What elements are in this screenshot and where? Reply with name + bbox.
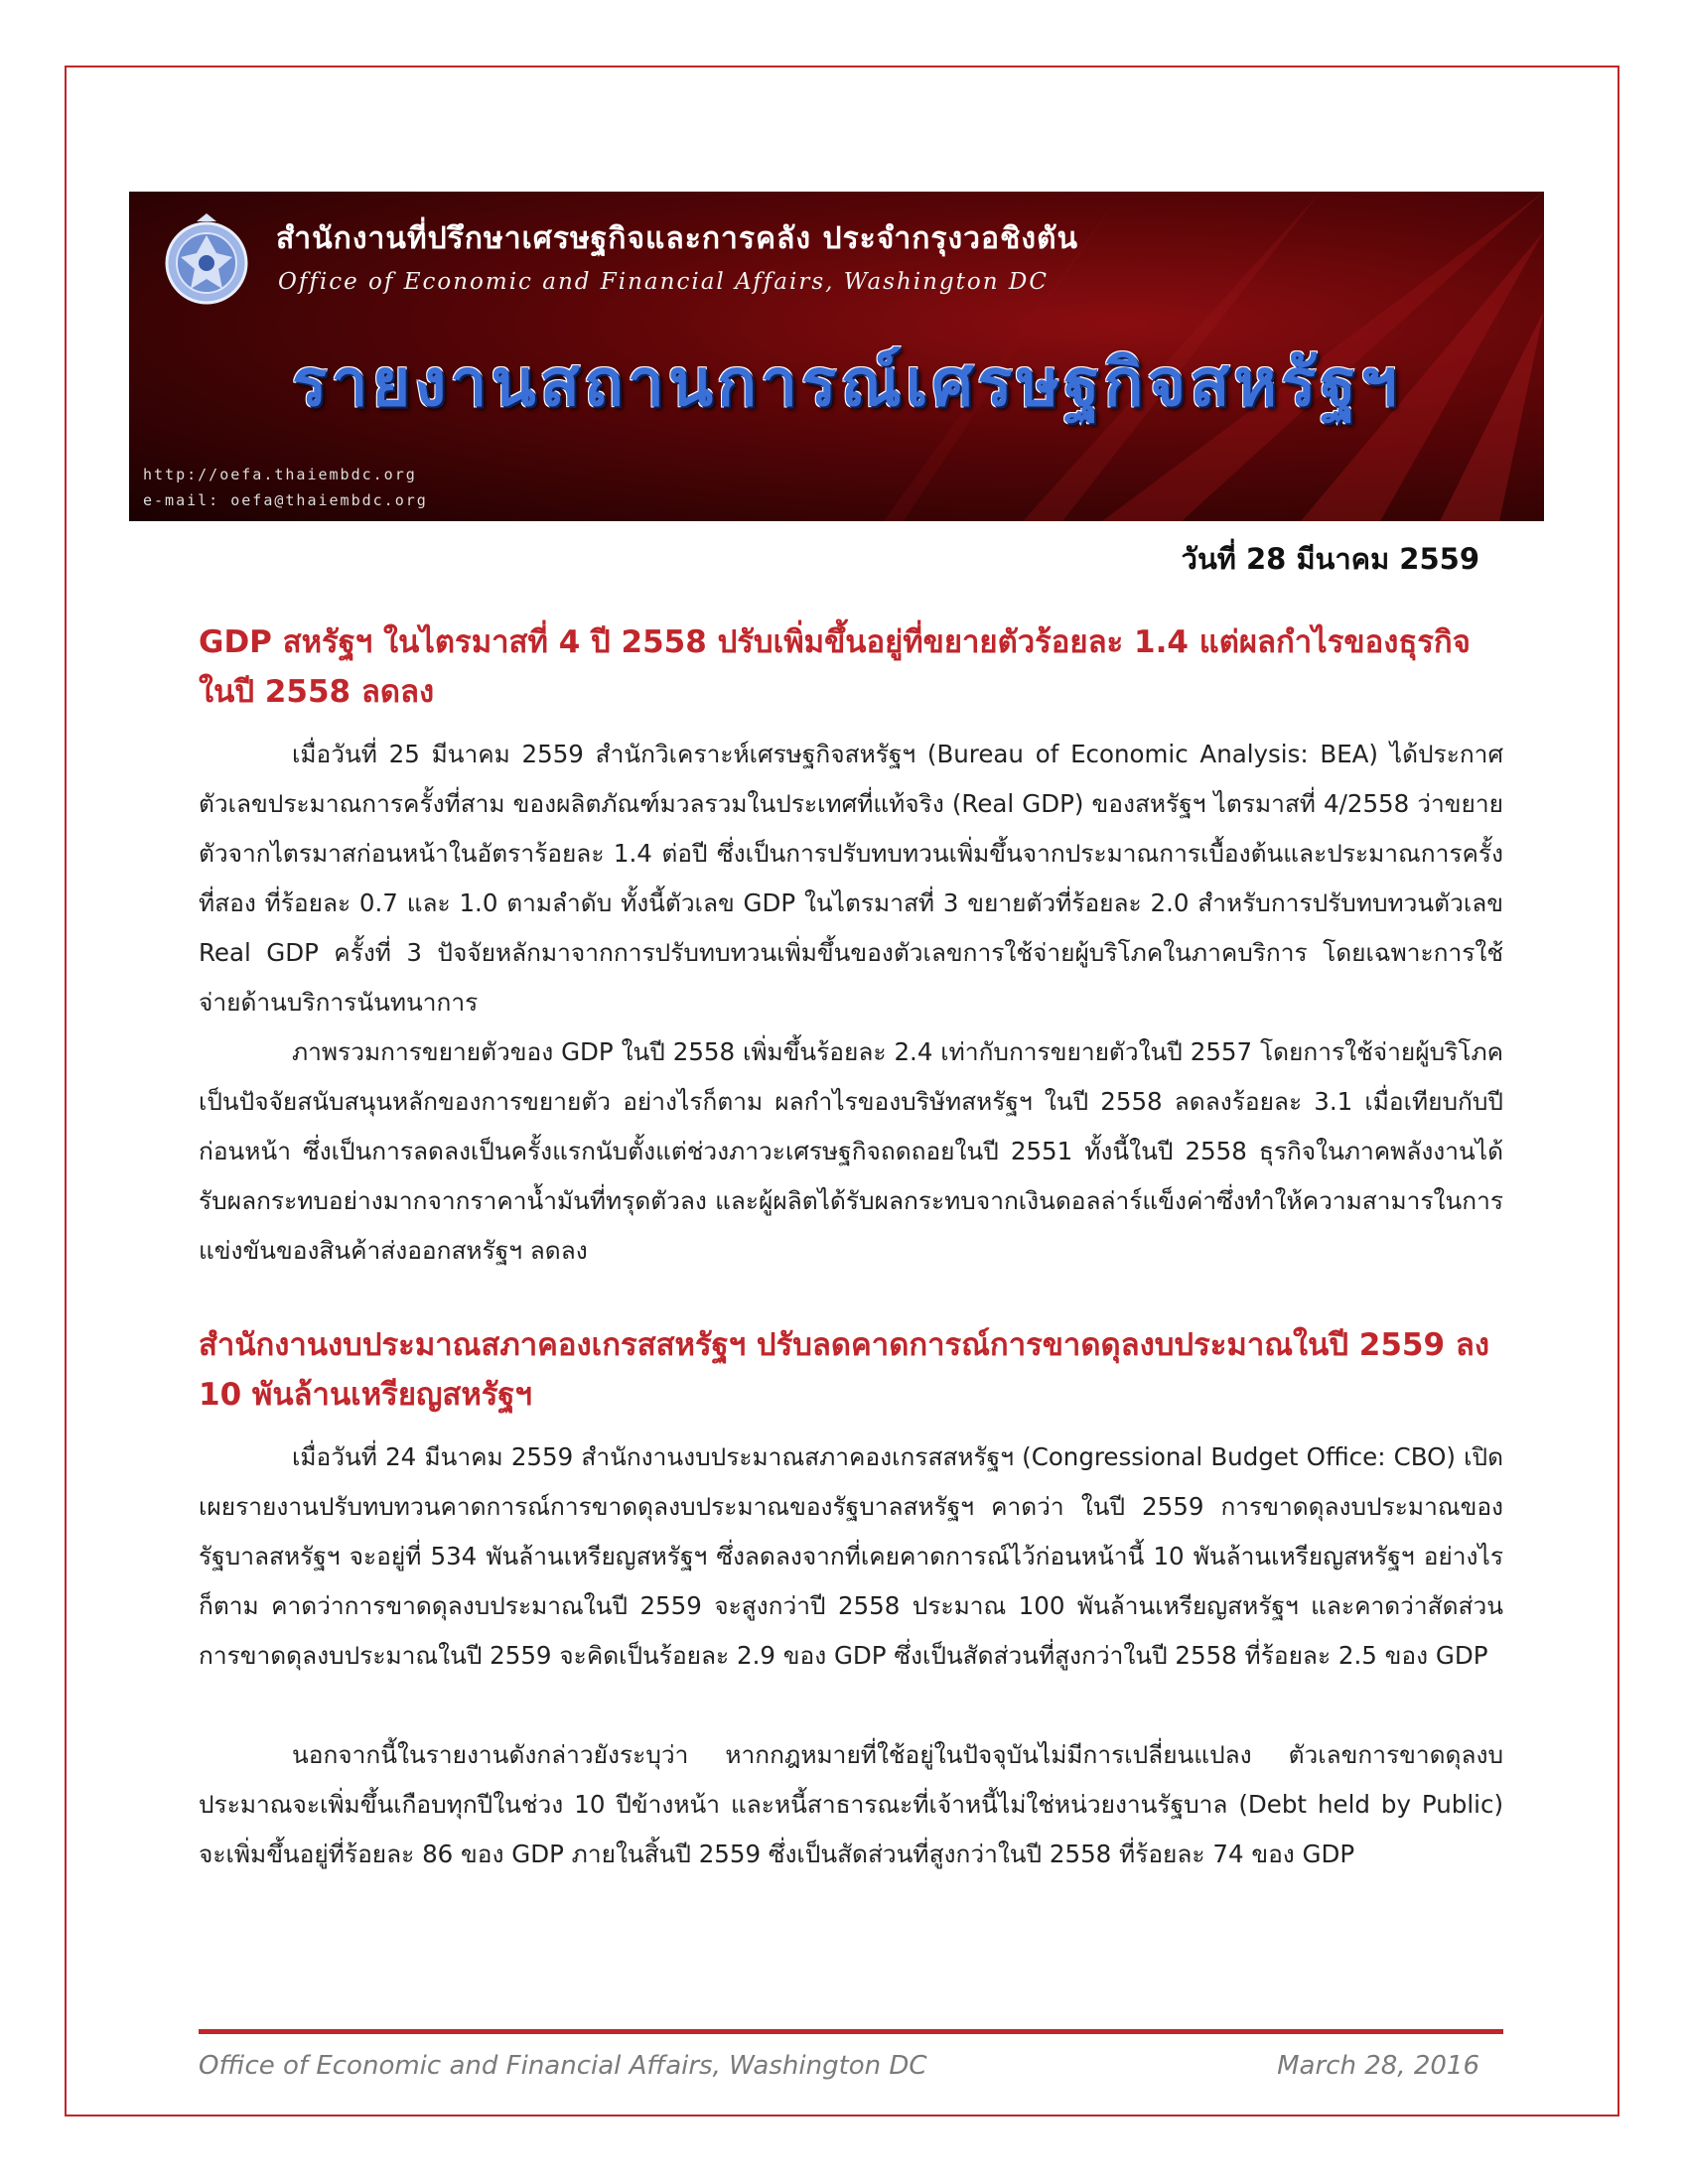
article-1-paragraph-2: ภาพรวมการขยายตัวของ GDP ในปี 2558 เพิ่มขึ้นร้อยละ 2.4 เท่ากับการขยายตัวในปี 2557 โดยการใช้จ่ายผู้บริโภคเป็นปัจจัยสนับสนุนหลักของการขยายตัว อย่างไรก็ตาม ผลกำไรของบริษัทสหรัฐฯ ในปี 2558 ลดลงร้อยละ 3.1 เมื่อเทียบกับปีก่อนหน้า ซึ่งเป็นการลดลงเป็นครั้งแรกนับตั้งแต่ช่วงภาวะเศรษฐกิจถดถอยในปี 2551 ทั้งนี้ในปี 2558 ธุรกิจในภาคพลังงานได้รับผลกระทบอย่างมากจากราคาน้ำมันที่ทรุดตัวลง และผู้ผลิตได้รับผลกระทบจากเงินดอลล่าร์แข็งค่าซึ่งทำให้ความสามารในการแข่งขันของสินค้าส่งออกสหรัฐฯ ลดลง [199,1037,1503,1265]
org-name-english: Office of Economic and Financial Affairs, Washington DC [278,269,1049,295]
article-1-paragraph-1: เมื่อวันที่ 25 มีนาคม 2559 สำนักวิเคราะห์เศรษฐกิจสหรัฐฯ (Bureau of Economic Analysis: BEA) ได้ประกาศตัวเลขประมาณการครั้งที่สาม ของผลิตภัณฑ์มวลรวมในประเทศที่แท้จริง (Real GDP) ของสหรัฐฯ ไตรมาสที่ 4/2558 ว่าขยายตัวจากไตรมาสก่อนหน้าในอัตราร้อยละ 1.4 ต่อปี ซึ่งเป็นการปรับทบทวนเพิ่มขึ้นจากประมาณการเบื้องต้นและประมาณการครั้งที่สอง ที่ร้อยละ 0.7 และ 1.0 ตามลำดับ ทั้งนี้ตัวเลข GDP ในไตรมาสที่ 3 ขยายตัวที่ร้อยละ 2.0 สำหรับการปรับทบทวนตัวเลข Real GDP ครั้งที่ 3 ปัจจัยหลักมาจากการปรับทบทวนเพิ่มขึ้นของตัวเลขการใช้จ่ายผู้บริโภคในภาคบริการ โดยเฉพาะการใช้จ่ายด้านบริการนันทนาการ [199,740,1503,1017]
org-name-thai: สำนักงานที่ปรึกษาเศรษฐกิจและการคลัง ประจำกรุงวอชิงตัน [276,221,1079,256]
garuda-seal-icon [163,213,250,309]
report-date: วันที่ 28 มีนาคม 2559 [1181,542,1479,576]
footer-divider [199,2029,1503,2034]
footer-org: Office of Economic and Financial Affairs, Washington DC [199,2051,927,2081]
website-url[interactable]: http://oefa.thaiembdc.org [143,466,417,483]
contact-email[interactable]: e-mail: oefa@thaiembdc.org [143,491,428,509]
footer-date: March 28, 2016 [1277,2051,1479,2081]
article-2-headline: สำนักงานงบประมาณสภาคองเกรสสหรัฐฯ ปรับลดคาดการณ์การขาดดุลงบประมาณในปี 2559 ลง 10 พันล้านเหรียญสหรัฐฯ [199,1327,1490,1413]
article-2-paragraph-1: เมื่อวันที่ 24 มีนาคม 2559 สำนักงานงบประมาณสภาคองเกรสสหรัฐฯ (Congressional Budget Office: CBO) เปิดเผยรายงานปรับทบทวนคาดการณ์การขาดดุลงบประมาณของรัฐบาลสหรัฐฯ คาดว่า ในปี 2559 การขาดดุลงบประมาณของรัฐบาลสหรัฐฯ จะอยู่ที่ 534 พันล้านเหรียญสหรัฐฯ ซึ่งลดลงจากที่เคยคาดการณ์ไว้ก่อนหน้านี้ 10 พันล้านเหรียญสหรัฐฯ อย่างไรก็ตาม คาดว่าการขาดดุลงบประมาณในปี 2559 จะสูงกว่าปี 2558 ประมาณ 100 พันล้านเหรียญสหรัฐฯ และคาดว่าสัดส่วนการขาดดุลงบประมาณในปี 2559 จะคิดเป็นร้อยละ 2.9 ของ GDP ซึ่งเป็นสัดส่วนที่สูงกว่าในปี 2558 ที่ร้อยละ 2.5 ของ GDP [199,1442,1503,1670]
report-title: รายงานสถานการณ์เศรษฐกิจสหรัฐฯ [292,344,1401,421]
article-2-paragraph-2: นอกจากนี้ในรายงานดังกล่าวยังระบุว่า หากกฎหมายที่ใช้อยู่ในปัจจุบันไม่มีการเปลี่ยนแปลง ตัวเลขการขาดดุลงบประมาณจะเพิ่มขึ้นเกือบทุกปีในช่วง 10 ปีข้างหน้า และหนี้สาธารณะที่เจ้าหนี้ไม่ใช่หน่วยงานรัฐบาล (Debt held by Public) จะเพิ่มขึ้นอยู่ที่ร้อยละ 86 ของ GDP ภายในสิ้นปี 2559 ซึ่งเป็นสัดส่วนที่สูงกว่าในปี 2558 ที่ร้อยละ 74 ของ GDP [199,1740,1503,1868]
article-1-headline: GDP สหรัฐฯ ในไตรมาสที่ 4 ปี 2558 ปรับเพิ่มขึ้นอยู่ที่ขยายตัวร้อยละ 1.4 แต่ผลกำไรของธุรกิจในปี 2558 ลดลง [199,624,1471,710]
header-banner [129,192,1544,521]
